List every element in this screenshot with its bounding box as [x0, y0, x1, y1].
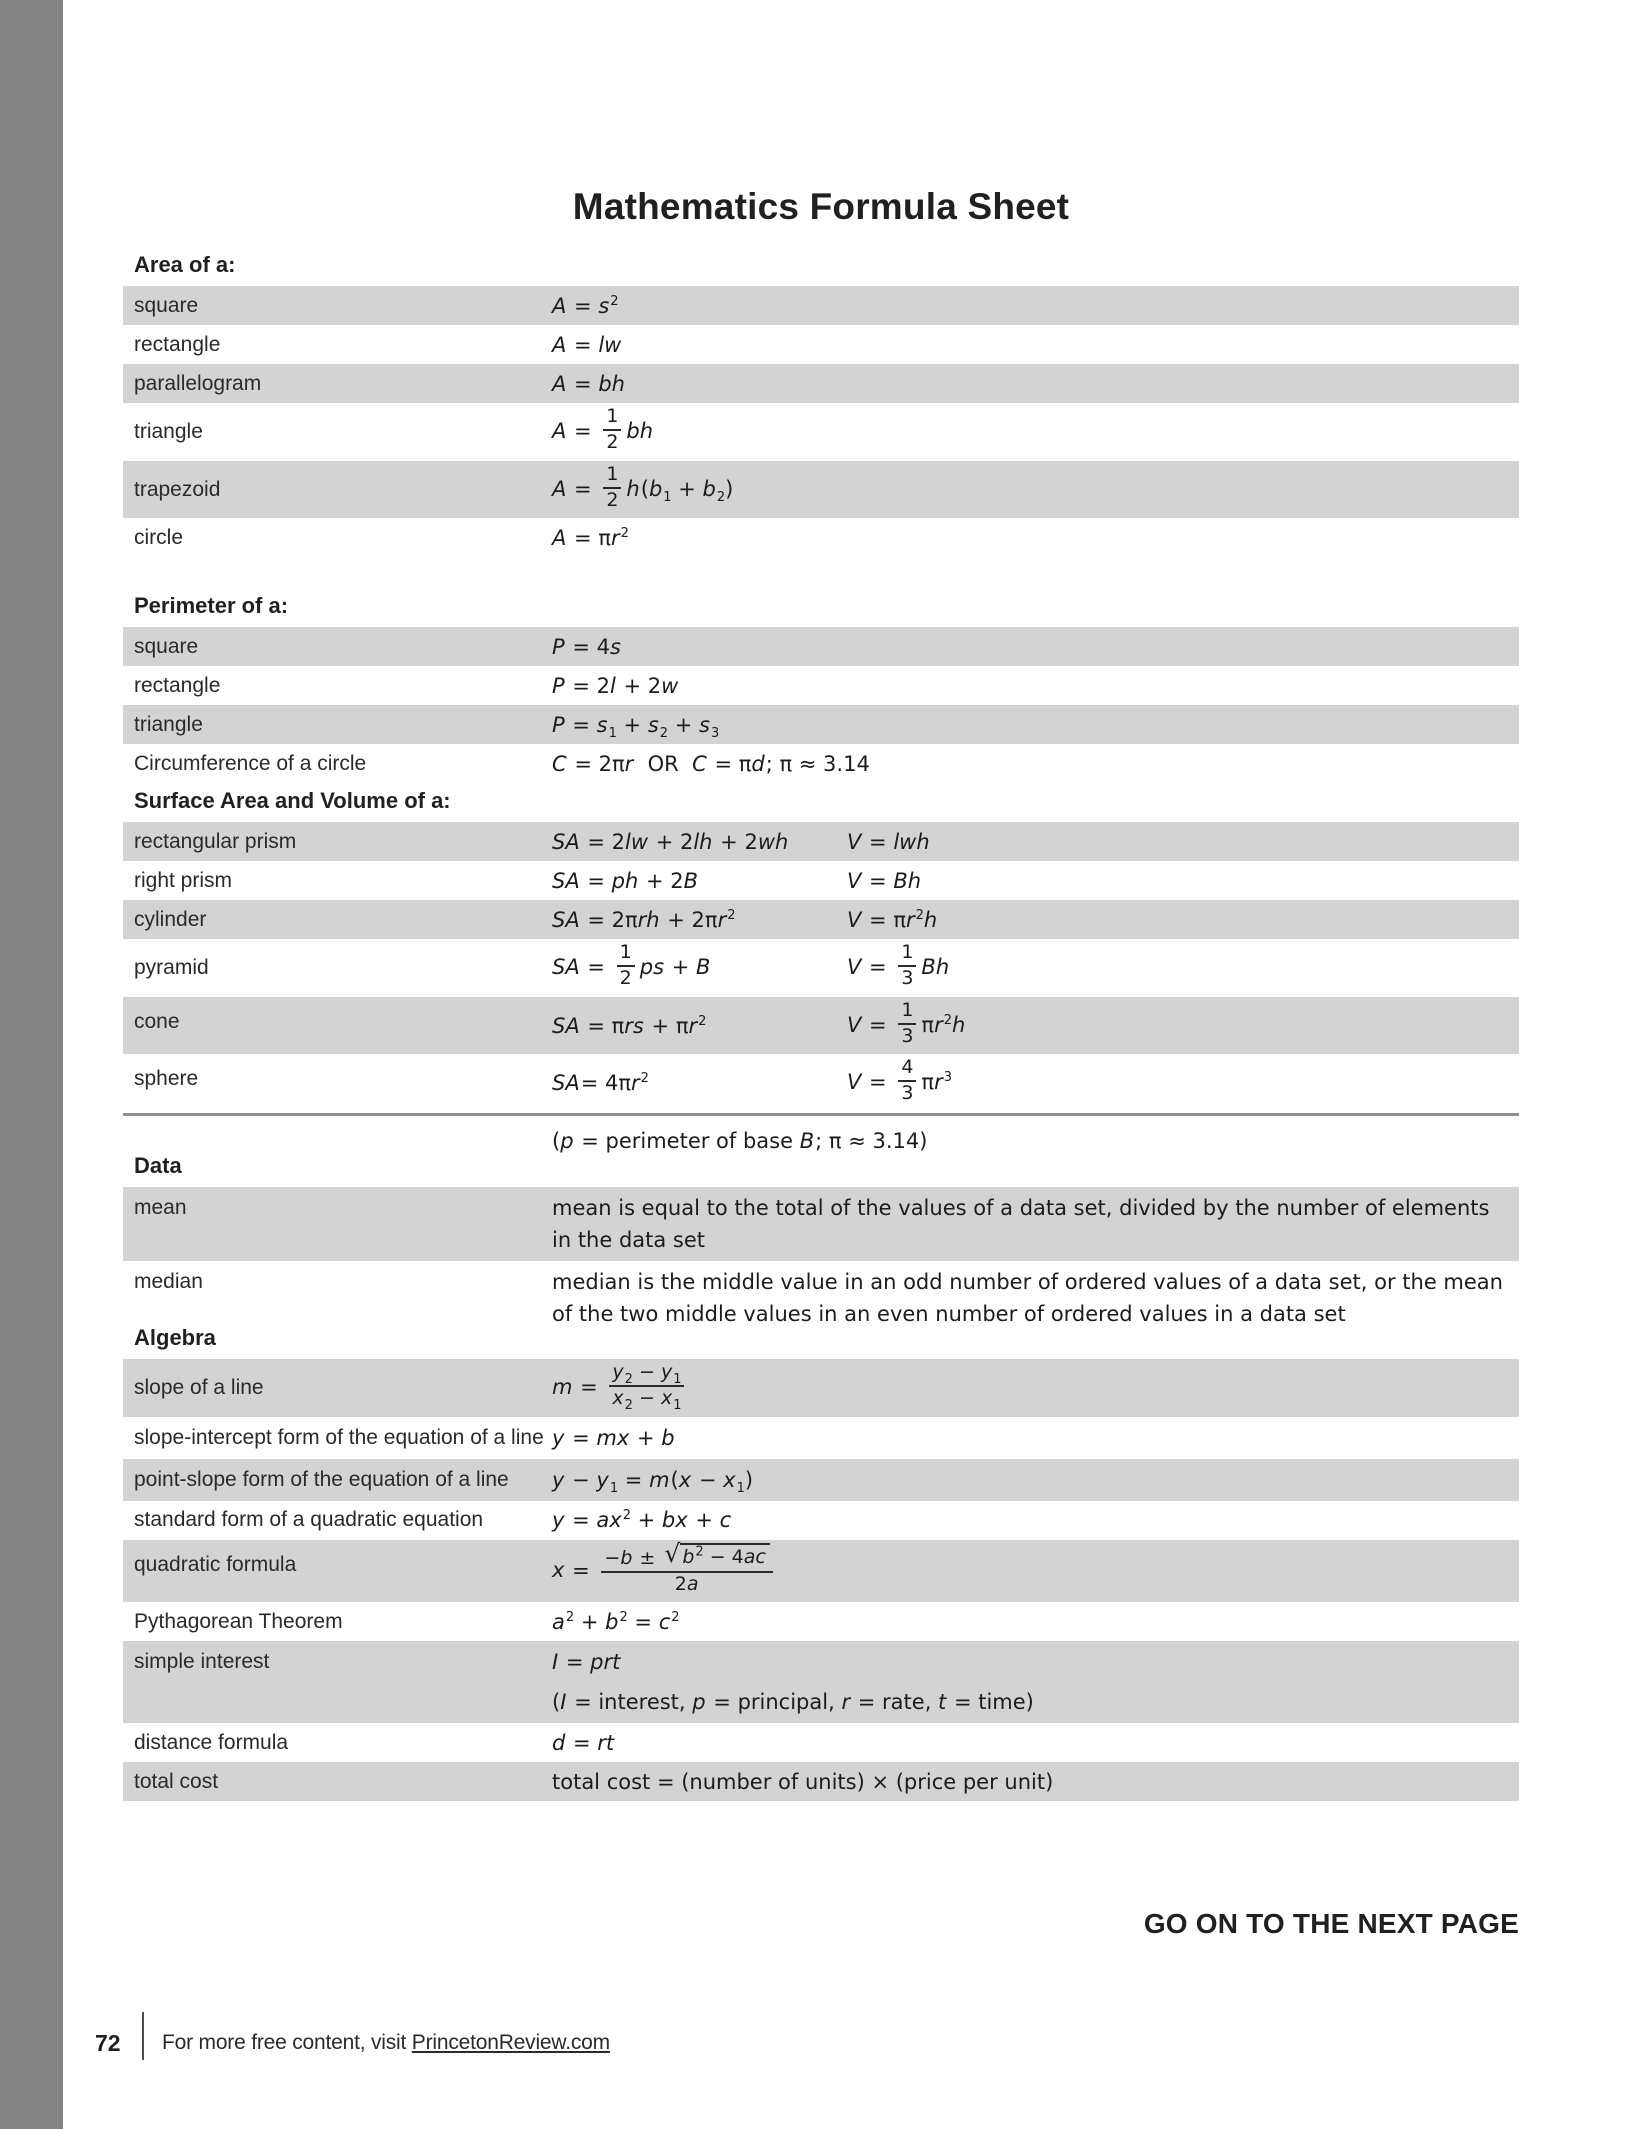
- section-heading: Area of a:: [134, 252, 236, 277]
- table-row: [123, 1187, 1519, 1261]
- table-row: [123, 461, 1519, 519]
- row-label: quadratic formula: [134, 1552, 297, 1576]
- row-formula: P = 4s: [552, 634, 621, 659]
- row-formula: SA = $\pi rs + \pi r^2$: [552, 1013, 707, 1038]
- princeton-review-link[interactable]: PrincetonReview.com: [411, 2031, 610, 2054]
- row-formula: A = $\frac{1}{2}$ bh: [552, 405, 654, 453]
- table-row: [123, 861, 1519, 900]
- go-on-instruction: GO ON TO THE NEXT PAGE: [1143, 1908, 1519, 1939]
- row-label: distance formula: [134, 1730, 289, 1754]
- row-formula: y = mx + b: [552, 1425, 675, 1450]
- table-row: [123, 900, 1519, 939]
- row-label: square: [134, 293, 199, 317]
- section-heading: Surface Area and Volume of a:: [134, 788, 451, 813]
- section-heading: Algebra: [134, 1325, 216, 1350]
- table-row: [123, 744, 1519, 783]
- row-volume-formula: V = lwh: [847, 829, 930, 854]
- table-row: [123, 1602, 1519, 1641]
- row-label: parallelogram: [134, 371, 262, 395]
- footer-divider: [142, 2012, 144, 2060]
- row-label: Circumference of a circle: [134, 751, 367, 775]
- row-formula: SA = $2\pi rh + 2\pi r^2$: [552, 907, 736, 932]
- row-label: slope of a line: [134, 1375, 264, 1399]
- table-row: [123, 997, 1519, 1055]
- row-label: Pythagorean Theorem: [134, 1609, 343, 1633]
- row-label: triangle: [134, 419, 203, 443]
- section-perimeter-of-a: [123, 593, 1519, 783]
- row-label: square: [134, 634, 199, 658]
- footer-text: [162, 2031, 610, 2055]
- row-formula: $A = s^2$: [552, 293, 619, 318]
- table-row: [123, 403, 1519, 461]
- row-label: rectangle: [134, 332, 221, 356]
- section-surface-area-and-volume-of-a: [123, 788, 1519, 1157]
- row-formula: SA = 2lw + 2lh + 2wh: [552, 829, 789, 854]
- section-data: [123, 1153, 1519, 1335]
- row-formula: A = bh: [552, 371, 625, 396]
- section-heading: Perimeter of a:: [134, 593, 289, 618]
- table-row: [123, 705, 1519, 744]
- row-volume-formula: V = $\frac{1}{3}$ Bh: [847, 941, 950, 989]
- row-label: point-slope form of the equation of a line: [134, 1467, 509, 1491]
- row-formula: $A = \pi r^2$: [552, 525, 629, 550]
- row-formula: $SA= 4\pi r^2$: [552, 1071, 649, 1096]
- table-divider: [123, 1113, 1519, 1116]
- row-label: mean: [134, 1196, 187, 1219]
- row-label: standard form of a quadratic equation: [134, 1508, 484, 1532]
- row-label: cone: [134, 1009, 180, 1033]
- row-formula: A = $\frac{1}{2}$ $h(b_1 + b_2)$: [552, 462, 734, 511]
- row-label: circle: [134, 525, 184, 549]
- row-formula: $y = ax^2$ + bx + c: [552, 1508, 732, 1533]
- table-row: [123, 1723, 1519, 1762]
- table-row: [123, 1417, 1519, 1459]
- row-formula: total cost = (number of units) × (price per unit): [552, 1769, 1054, 1794]
- section-area-of-a: [123, 252, 1519, 557]
- row-formula: SA = ph + 2B: [552, 868, 699, 893]
- row-label: median: [134, 1270, 203, 1293]
- table-row: [123, 325, 1519, 364]
- table-row: [123, 1501, 1519, 1540]
- page-edge-bar: [0, 0, 63, 2129]
- row-formula: C = 2πr OR C = πd; π ≈ 3.14: [552, 751, 870, 776]
- row-volume-formula: V = Bh: [847, 868, 922, 893]
- section-algebra: [123, 1325, 1519, 1801]
- row-formula: $y - y_1 = m(x - x_1)$: [552, 1467, 754, 1496]
- table-row: [123, 1054, 1519, 1112]
- row-formula: $a^2 + b^2 = c^2$: [552, 1609, 680, 1634]
- row-label: cylinder: [134, 907, 207, 931]
- row-volume-formula: V = $\frac{1}{3}$ $\pi r^2h$: [847, 998, 966, 1047]
- table-row: [123, 1762, 1519, 1801]
- row-label: rectangular prism: [134, 829, 297, 853]
- row-label: total cost: [134, 1769, 219, 1793]
- table-row: [123, 627, 1519, 666]
- row-formula: mean is equal to the total of the values of a data set, divided by the number of elements in the data set: [552, 1196, 1490, 1252]
- table-row: [123, 822, 1519, 861]
- row-formula: A = lw: [552, 332, 622, 357]
- row-formula: P = 2l + 2w: [552, 673, 679, 698]
- row-formula: I = prt (I = interest, p = principal, r = rate, t = time): [552, 1650, 1034, 1715]
- row-label: pyramid: [134, 955, 209, 979]
- row-formula: SA = $\frac{1}{2}$ ps + B: [552, 941, 711, 989]
- page-number: 72: [95, 2030, 121, 2056]
- table-row: [123, 1261, 1519, 1335]
- table-row: [123, 666, 1519, 705]
- row-formula: median is the middle value in an odd number of ordered values of a data set, or the mean of the two middle values in an even number of ordered values in a data set: [552, 1270, 1503, 1326]
- table-row: [123, 1641, 1519, 1723]
- row-label: sphere: [134, 1067, 199, 1091]
- table-row: [123, 1117, 1519, 1157]
- row-label: trapezoid: [134, 477, 221, 501]
- row-formula: x = −b ± √ $b^2 - 4ac$ 2a: [552, 1540, 1519, 1603]
- table-row: [123, 1359, 1519, 1417]
- row-volume-formula: V = $\frac{4}{3}$ $\pi r^3$: [847, 1056, 952, 1105]
- table-row: [123, 1540, 1519, 1603]
- table-row: [123, 364, 1519, 403]
- row-label: triangle: [134, 712, 203, 736]
- row-label: right prism: [134, 868, 233, 892]
- table-row: [123, 939, 1519, 997]
- footer-text-prefix: For more free content, visit: [162, 2031, 412, 2054]
- row-formula: d = rt: [552, 1730, 615, 1755]
- row-formula: m = $\frac{y_2 - y_1}{x_2 - x_1}$: [552, 1359, 1519, 1417]
- row-volume-formula: $V = \pi r^2h$: [847, 907, 938, 932]
- table-row: [123, 286, 1519, 325]
- row-formula: (p = perimeter of base B; π ≈ 3.14): [552, 1129, 928, 1154]
- row-label: slope-intercept form of the equation of a line: [134, 1425, 544, 1449]
- row-label: simple interest: [134, 1650, 270, 1674]
- page-footer: [0, 2000, 1640, 2070]
- row-label: rectangle: [134, 673, 221, 697]
- page-title: Mathematics Formula Sheet: [572, 186, 1070, 227]
- table-row: [123, 518, 1519, 557]
- table-row: [123, 1459, 1519, 1501]
- section-heading: Data: [134, 1153, 182, 1178]
- row-formula: $P = s_1 + s_2 + s_3$: [552, 712, 720, 741]
